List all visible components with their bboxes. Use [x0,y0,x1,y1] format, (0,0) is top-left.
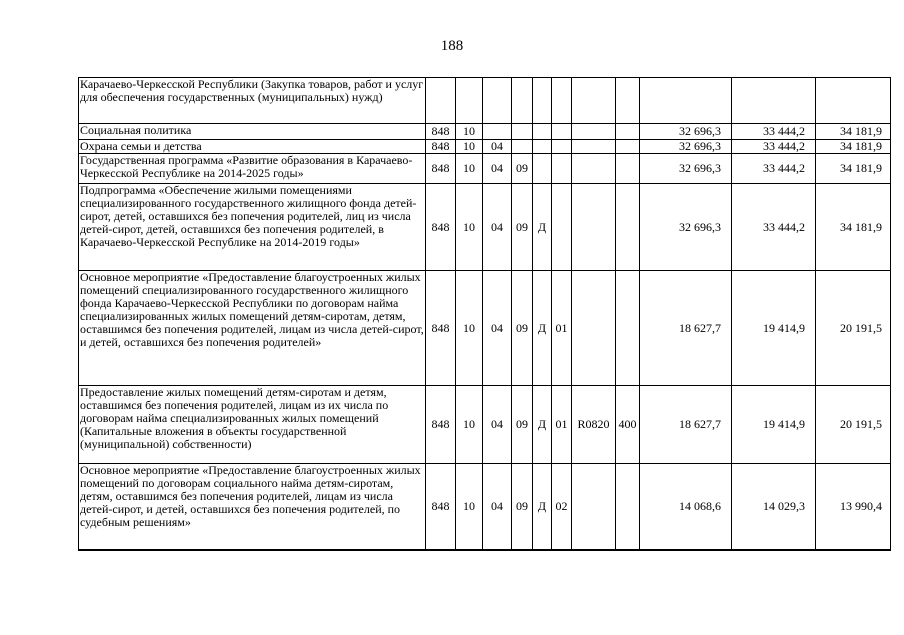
row-name: Основное мероприятие «Предоставление благоустроенных жилых помещений по договорам социального найма детям-сиротам, детям, оставшимся без попечения родителей, лицам из числа детей-сирот, и детей, оставшихся без попечения родителей, по судебным решениям» [79,464,426,550]
amount-2019: 32 696,3 [640,154,732,184]
table-row [79,386,891,464]
program-code: 09 [512,184,533,271]
table-row [79,154,891,184]
subsection-code: 04 [483,271,512,386]
amount-2021: 34 181,9 [816,184,891,271]
table-row [79,184,891,271]
subsection-code: 04 [483,184,512,271]
expense-type-code [616,271,640,386]
amount-2021: 20 191,5 [816,271,891,386]
event-code [552,184,572,271]
amount-2020: 14 029,3 [732,464,816,550]
subsection-code: 04 [483,154,512,184]
direction-code [572,464,616,550]
expense-type-code [616,184,640,271]
amount-2019: 18 627,7 [640,271,732,386]
table-row [79,271,891,386]
ministry-code: 848 [426,154,456,184]
direction-code [572,271,616,386]
direction-code: R0820 [572,386,616,464]
expense-type-code [616,124,640,140]
direction-code [572,124,616,140]
subprogram-code: Д [533,184,552,271]
row-name: Предоставление жилых помещений детям-сиротам и детям, оставшимся без попечения родителей, лицам из их числа по договорам найма специализированных жилых помещений (Капитальные вложения в объекты государственной (муниципальной) собственности) [79,386,426,464]
amount-2019: 32 696,3 [640,140,732,154]
amount-2021: 13 990,4 [816,464,891,550]
subprogram-code: Д [533,271,552,386]
program-code [512,140,533,154]
amount-2020: 33 444,2 [732,154,816,184]
section-code [456,78,483,124]
expense-type-code [616,140,640,154]
event-code [552,140,572,154]
direction-code [572,140,616,154]
section-code: 10 [456,140,483,154]
subprogram-code [533,154,552,184]
program-code: 09 [512,464,533,550]
section-code: 10 [456,464,483,550]
direction-code [572,78,616,124]
amount-2021: 20 191,5 [816,386,891,464]
subprogram-code [533,78,552,124]
amount-2020: 33 444,2 [732,184,816,271]
expense-type-code: 400 [616,386,640,464]
event-code [552,78,572,124]
amount-2020 [732,78,816,124]
subprogram-code: Д [533,386,552,464]
table-row [79,124,891,140]
table-body [79,78,891,551]
program-code: 09 [512,154,533,184]
row-name: Социальная политика [79,124,426,140]
event-code: 01 [552,386,572,464]
program-code [512,78,533,124]
amount-2019 [640,78,732,124]
direction-code [572,184,616,271]
budget-table [78,77,891,551]
amount-2021: 34 181,9 [816,124,891,140]
table-row [79,464,891,550]
event-code [552,154,572,184]
event-code: 02 [552,464,572,550]
event-code [552,124,572,140]
amount-2021: 34 181,9 [816,140,891,154]
section-code: 10 [456,386,483,464]
ministry-code: 848 [426,124,456,140]
amount-2020: 19 414,9 [732,271,816,386]
row-name: Охрана семьи и детства [79,140,426,154]
subsection-code: 04 [483,464,512,550]
amount-2019: 32 696,3 [640,124,732,140]
section-code: 10 [456,154,483,184]
expense-type-code [616,464,640,550]
subsection-code [483,78,512,124]
amount-2020: 33 444,2 [732,140,816,154]
ministry-code: 848 [426,464,456,550]
subprogram-code [533,140,552,154]
section-code: 10 [456,184,483,271]
program-code: 09 [512,271,533,386]
event-code: 01 [552,271,572,386]
amount-2021 [816,78,891,124]
program-code [512,124,533,140]
table-row [79,78,891,124]
expense-type-code [616,154,640,184]
expense-type-code [616,78,640,124]
row-name: Государственная программа «Развитие образования в Карачаево-Черкесской Республике на 2014-2025 годы» [79,154,426,184]
row-name: Карачаево-Черкесской Республики (Закупка товаров, работ и услуг для обеспечения государственных (муниципальных) нужд) [79,78,426,124]
amount-2019: 14 068,6 [640,464,732,550]
table-bottom-rule [79,550,891,551]
row-name: Основное мероприятие «Предоставление благоустроенных жилых помещений специализированного государственного жилищного фонда Карачаево-Черкесской Республики по договорам найма специализированных жилых помещений детям-сиротам, детям, оставшимся без попечения родителей, лицам из числа детей-сирот, и детей, оставшихся без попечения родителей» [79,271,426,386]
section-code: 10 [456,124,483,140]
subsection-code: 04 [483,386,512,464]
section-code: 10 [456,271,483,386]
subprogram-code [533,124,552,140]
amount-2020: 33 444,2 [732,124,816,140]
subsection-code: 04 [483,140,512,154]
ministry-code: 848 [426,271,456,386]
amount-2021: 34 181,9 [816,154,891,184]
direction-code [572,154,616,184]
table-bottom-rule-cell [79,550,891,551]
page-number: 188 [440,38,464,54]
table-row [79,140,891,154]
subprogram-code: Д [533,464,552,550]
ministry-code: 848 [426,140,456,154]
row-name: Подпрограмма «Обеспечение жилыми помещениями специализированного государственного жилищного фонда детей-сирот, детей, оставшихся без попечения родителей, лиц из числа детей-сирот, детей, оставшихся без попечения родителей, в Карачаево-Черкесской Республике на 2014-2019 годы» [79,184,426,271]
program-code: 09 [512,386,533,464]
ministry-code: 848 [426,184,456,271]
amount-2019: 32 696,3 [640,184,732,271]
ministry-code [426,78,456,124]
ministry-code: 848 [426,386,456,464]
amount-2020: 19 414,9 [732,386,816,464]
amount-2019: 18 627,7 [640,386,732,464]
subsection-code [483,124,512,140]
